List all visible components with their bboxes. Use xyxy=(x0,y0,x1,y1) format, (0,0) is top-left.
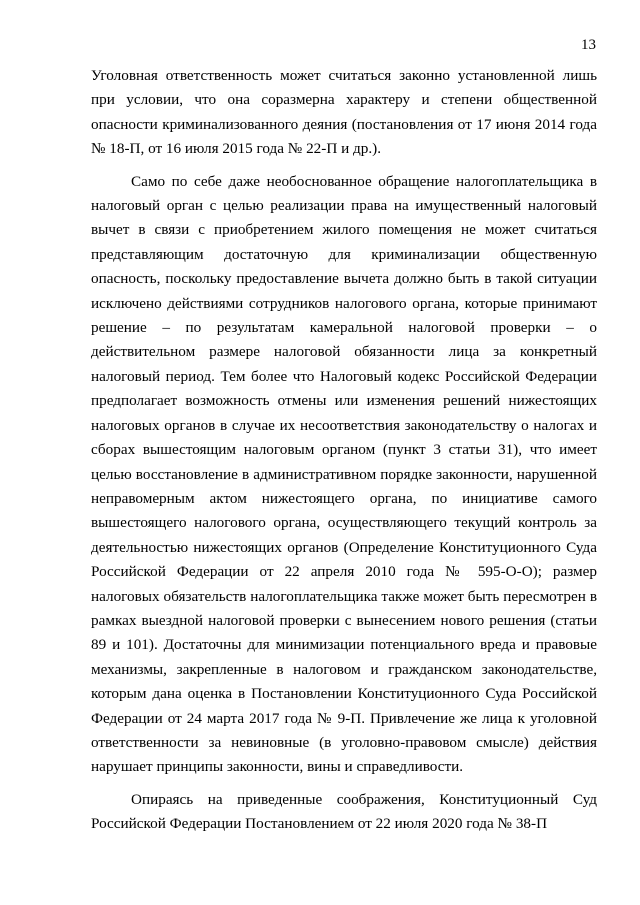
paragraph-criminal-liability-proportionality: Уголовная ответственность может считаться законно установленной лишь при условии, что она соразмерна характеру и степени общественной опасности криминализованного деяния (постановления от 17 июня 2014 года № 18-П, от 16 июля 2015 года № 22-П и др.). xyxy=(91,67,597,158)
paragraph-court-conclusion: Опираясь на приведенные соображения, Конституционный Суд Российской Федерации Постановлением от 22 июля 2020 года № 38-П xyxy=(91,790,597,833)
page-number: 13 xyxy=(581,37,596,53)
paragraph-tax-deduction-analysis: Само по себе даже необоснованное обращение налогоплательщика в налоговый орган с целью реализации права на имущественный налоговый вычет в связи с приобретением жилого помещения не может считаться представляющим достаточную для криминализации общественную опасность, поскольку предоставление вычета должно быть в такой ситуации исключено действиями сотрудников налогового органа, которые принимают решение – по результатам камеральной налоговой проверки – о действительном размере налоговой обязанности лица за конкретный налоговый период. Тем более что Налоговый кодекс Российской Федерации предполагает возможность отмены или изменения решений нижестоящих налоговых органов в случае их несоответствия законодательству о налогах и сборах вышестоящим налоговым органом (пункт 3 статьи 31), что имеет целью восстановление в административном порядке законности, нарушенной неправомерным актом нижестоящего органа, по инициативе самого вышестоящего налогового органа, осуществляющего текущий контроль за деятельностью нижестоящих органов (Определение Конституционного Суда Российской Федерации от 22 апреля 2010 года № 595-О-О); размер налоговых обязательств налогоплательщика также может быть пересмотрен в рамках выездной налоговой проверки с вынесением нового решения (статьи 89 и 101). Достаточны для минимизации потенциального вреда и правовые механизмы, закрепленные в налоговом и гражданском законодательстве, которым дана оценка в Постановлении Конституционного Суда Российской Федерации от 24 марта 2017 года № 9-П. Привлечение же лица к уголовной ответственности за невиновные (в уголовно-правовом смысле) действия нарушает принципы законности, вины и справедливости. xyxy=(91,172,597,776)
document-body xyxy=(91,64,597,837)
